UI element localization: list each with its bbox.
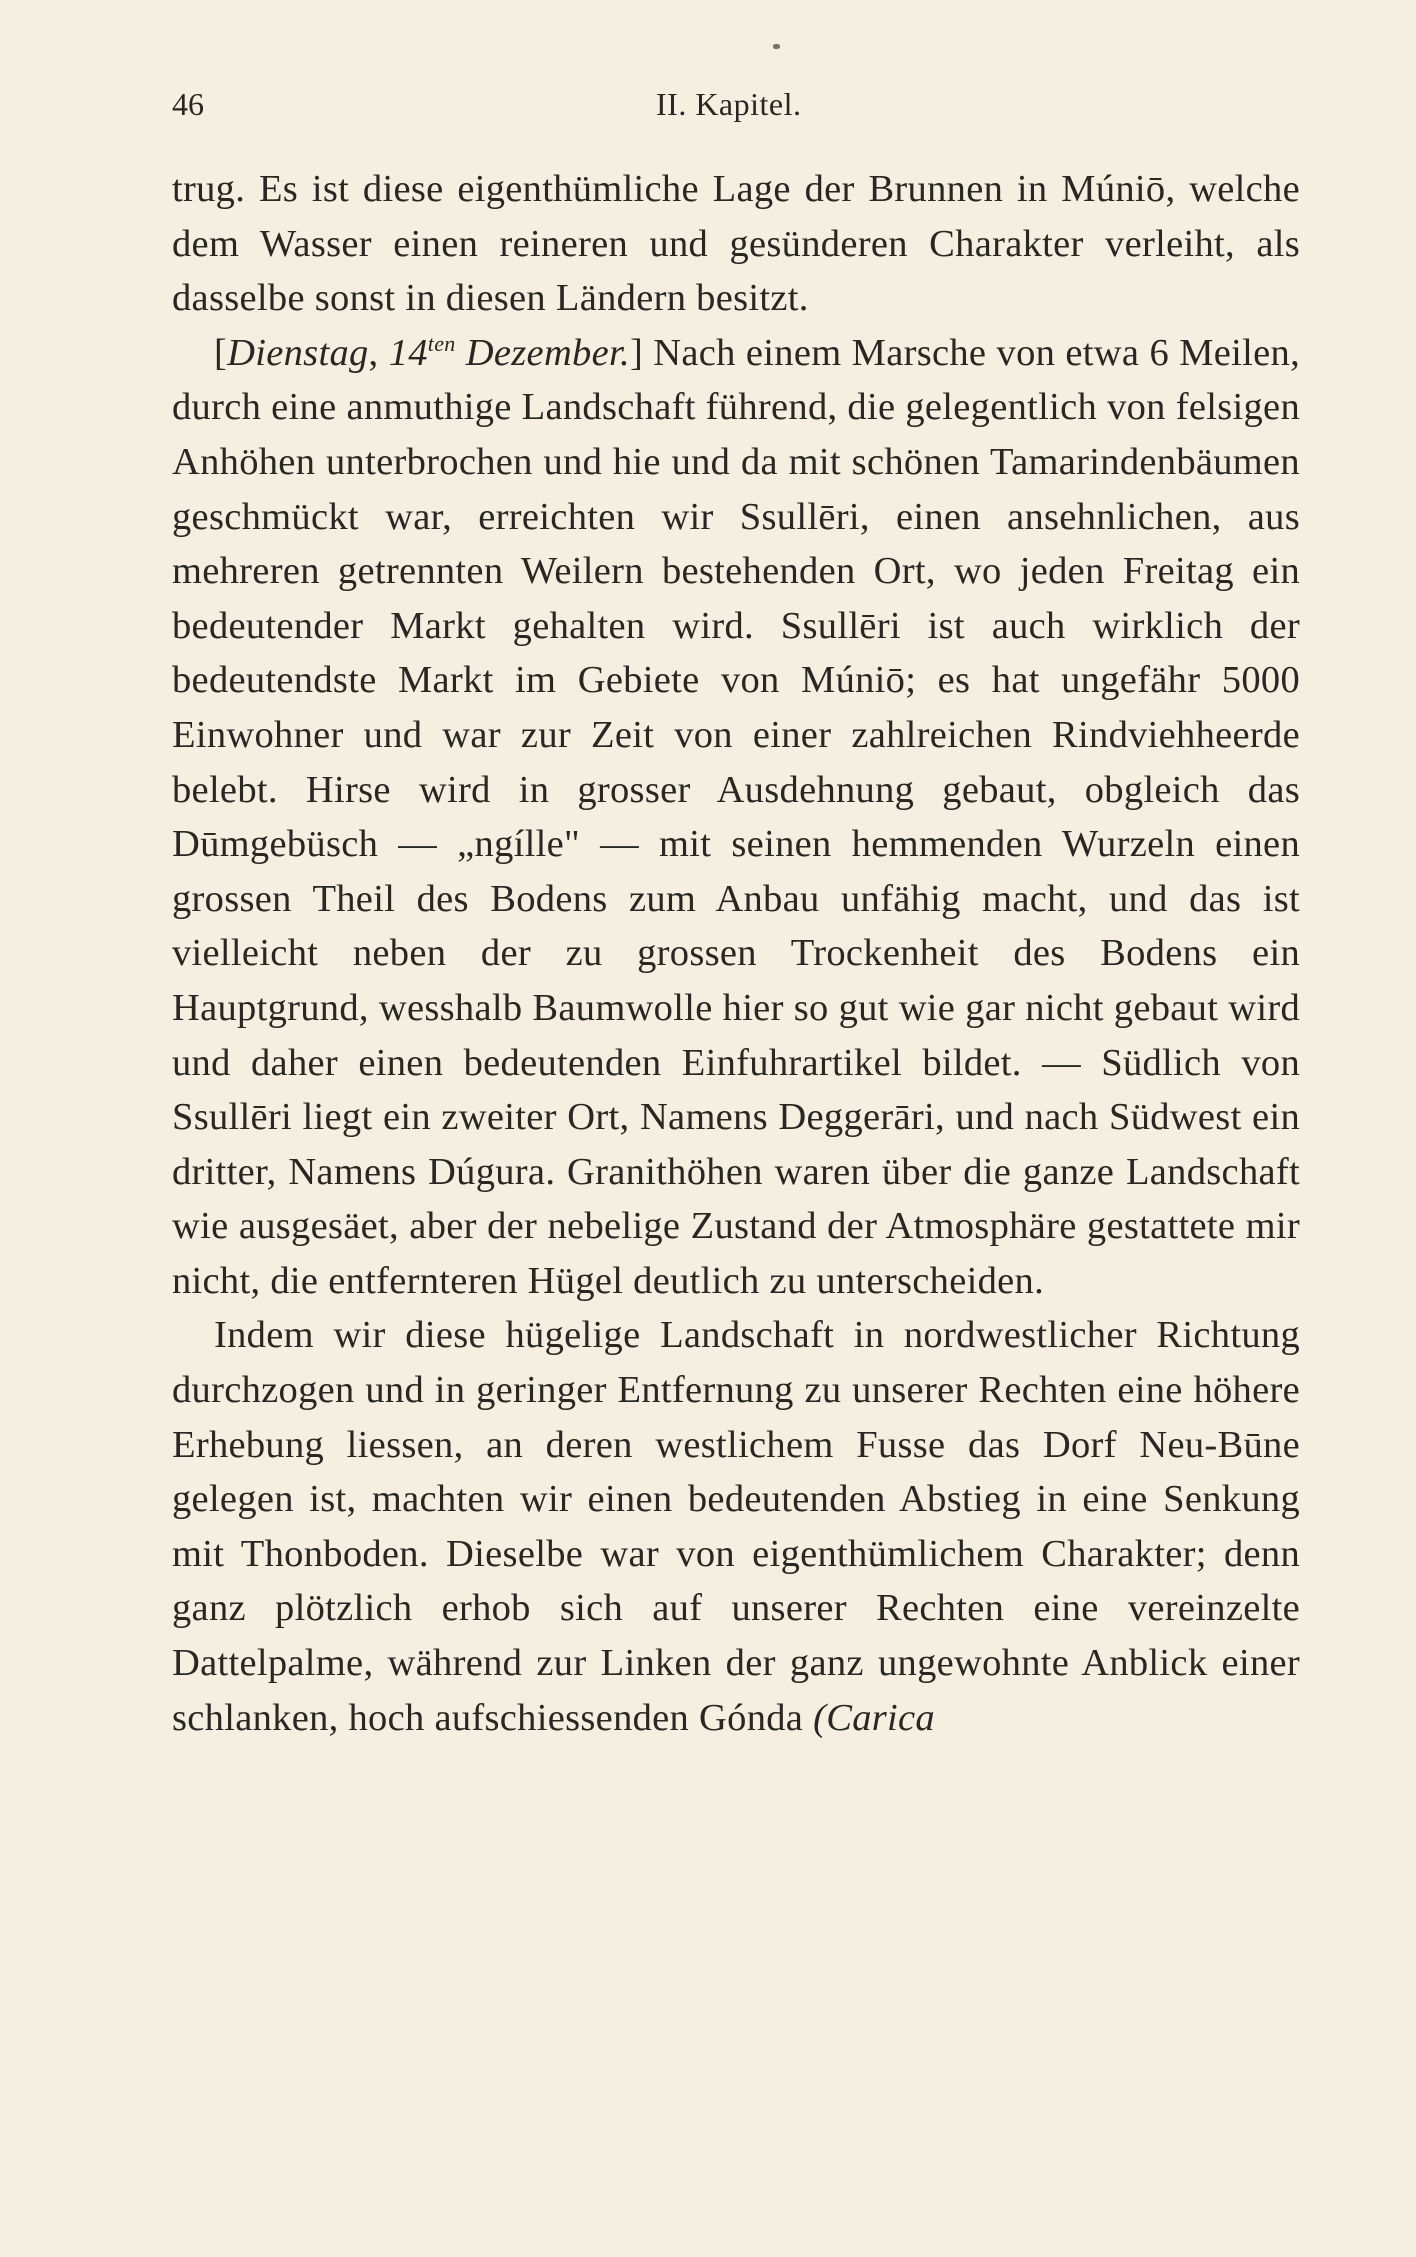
paragraph-3-text: Indem wir diese hügelige Landschaft in nordwestlicher Richtung durchzogen und in geringer Entfernung zu unserer Rechten eine höhere Erhebung liessen, an deren westlichem Fusse das Dorf Neu-Būne gelegen ist, machten wir einen bedeutenden Abstieg in eine Senkung mit Thonboden. Dieselbe war von eigenthümlichem Charakter; denn ganz plötzlich erhob sich auf unserer Rechten eine vereinzelte Dattelpalme, während zur Linken der ganz ungewohnte Anblick einer schlanken, hoch aufschiessenden Gónda (172, 1314, 1300, 1739)
date-open-bracket: [ (214, 331, 228, 374)
date-number: 14 (388, 331, 428, 374)
body-text (172, 162, 1300, 1745)
date-close-bracket: ] (629, 331, 644, 374)
paragraph-3-italic-tail: (Carica (813, 1696, 935, 1739)
date-day: Dienstag (227, 331, 369, 374)
date-separator: , (368, 331, 389, 374)
paragraph-3 (172, 1308, 1300, 1745)
date-month: Dezember. (455, 331, 630, 374)
page-number: 46 (172, 86, 204, 122)
page-header (172, 86, 1300, 126)
paragraph-1: trug. Es ist diese eigenthümliche Lage der Brunnen in Múniō, welche dem Wasser einen reineren und gesünderen Charakter verleiht, als dasselbe sonst in diesen Ländern besitzt. (172, 168, 1300, 320)
paragraph-2-text: Nach einem Marsche von etwa 6 Meilen, durch eine anmuthige Landschaft führend, die gelegentlich von felsigen Anhöhen unterbrochen und hie und da mit schönen Tamarindenbäumen geschmückt war, erreichten wir Ssullēri, einen ansehnlichen, aus mehreren getrennten Weilern bestehenden Ort, wo jeden Freitag ein bedeutender Markt gehalten wird. Ssullēri ist auch wirklich der bedeutendste Markt im Gebiete von Múniō; es hat ungefähr 5000 Einwohner und war zur Zeit von einer zahlreichen Rindviehheerde belebt. Hirse wird in grosser Ausdehnung gebaut, obgleich das Dūmgebüsch — „ngílle" — mit seinen hemmenden Wurzeln einen grossen Theil des Bodens zum Anbau unfähig macht, und das ist vielleicht neben der zu grossen Trockenheit des Bodens ein Hauptgrund, wesshalb Baumwolle hier so gut wie gar nicht gebaut wird und daher einen bedeutenden Einfuhrartikel bildet. — Südlich von Ssullēri liegt ein zweiter Ort, Namens Deggerāri, und nach Südwest ein dritter, Namens Dúgura. Granithöhen waren über die ganze Landschaft wie ausgesäet, aber der nebelige Zustand der Atmosphäre gestattete mir nicht, die entfernteren Hügel deutlich zu unterscheiden. (172, 331, 1300, 1302)
page-speck (773, 44, 780, 49)
running-head: II. Kapitel. (656, 86, 802, 122)
date-superscript: ten (427, 330, 456, 356)
paragraph-2 (172, 326, 1300, 1309)
